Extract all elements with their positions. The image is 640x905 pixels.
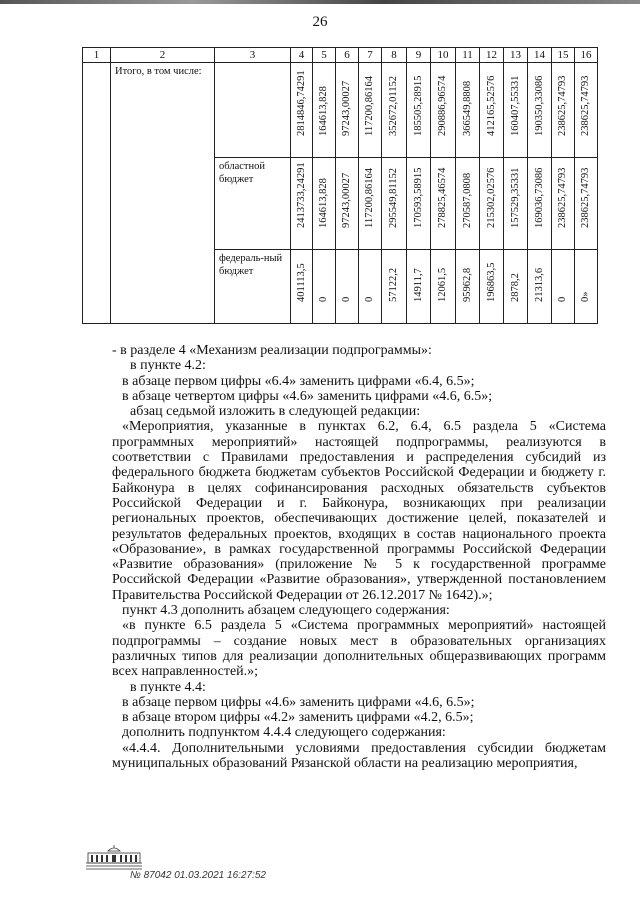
row-label: федераль-ный бюджет <box>215 250 291 324</box>
page-number: 26 <box>312 14 328 30</box>
cell-value: 12061,5 <box>437 267 448 302</box>
value-cell <box>407 158 431 250</box>
cell-value: 0 <box>318 296 329 302</box>
column-header: 9 <box>407 48 431 63</box>
body-line: в пункте 4.4: <box>130 679 206 695</box>
column-header: 4 <box>291 48 313 63</box>
value-cell <box>382 250 407 324</box>
body-paragraph: «Мероприятия, указанные в пунктах 6.2, 6.4, 6.5 раздела 5 «Система программных мероприятий» настоящей подпрограммы, реализуются в соответствии с Правилами предоставления и распределения субсидий из федерального бюджета бюджетам субъектов Российской Федерации и бюджету г. Байконура в целях софинансирования расходных обязательств субъектов Российской Федерации и г. Байконура, возникающих при реализации региональных проектов, обеспечивающих достижение целей, показателей и результатов федеральных проектов, входящих в состав национального проекта «Образование», в рамках государственной программы Российской Федерации «Развитие образования» (приложение № 5 к государственной программе Российской Федерации «Развитие образования», утвержденной постановлением Правительства Российской Федерации от 26.12.2017 № 1642).»; <box>112 419 606 603</box>
cell-value: 401113,5 <box>295 263 307 302</box>
value-cell <box>575 250 598 324</box>
cell-value: 190350,33086 <box>533 75 545 136</box>
value-cell <box>313 250 336 324</box>
value-cell <box>431 63 456 158</box>
value-cell <box>480 158 504 250</box>
cell-value: 97243,00027 <box>341 172 352 228</box>
top-edge <box>0 0 640 4</box>
value-cell <box>359 158 382 250</box>
value-cell <box>407 250 431 324</box>
value-cell <box>575 63 598 158</box>
body-paragraph: «в пункте 6.5 раздела 5 «Система программных мероприятий» настоящей подпрограммы – создание новых мест в образовательных организациях различных типов для реализации дополнительных общеразвивающих программ всех направленностей.»; <box>112 618 606 680</box>
value-cell <box>552 158 575 250</box>
document-stamp: № 87042 01.03.2021 16:27:52 <box>130 870 266 881</box>
cell-value: 157529,35331 <box>509 167 521 228</box>
value-cell <box>528 158 552 250</box>
cell-value: 164613,828 <box>318 86 329 136</box>
value-cell <box>528 250 552 324</box>
cell-value: 238625,74793 <box>580 75 591 136</box>
column-header: 16 <box>575 48 598 63</box>
value-cell <box>480 63 504 158</box>
cell-value: 290886,96574 <box>437 75 448 136</box>
body-paragraph: «4.4.4. Дополнительными условиями предоставления субсидии бюджетам муниципальных образований Рязанской области на реализацию мероприятия, <box>112 740 606 772</box>
cell-value: 2814846,74291 <box>295 70 307 136</box>
column-header: 5 <box>313 48 336 63</box>
cell-value: 117200,86164 <box>364 76 375 136</box>
value-cell <box>291 250 313 324</box>
body-line: в абзаце четвертом цифры «4.6» заменить цифрами «4.6, 6.5»; <box>122 388 493 404</box>
value-cell <box>552 63 575 158</box>
cell-value: 270587,0808 <box>461 172 473 228</box>
cell-value: 14911,7 <box>412 268 424 302</box>
cell-value: 95962,8 <box>461 267 473 302</box>
value-cell <box>382 63 407 158</box>
body-line: в абзаце первом цифры «4.6» заменить цифрами «4.6, 6.5»; <box>122 694 475 710</box>
column-header: 8 <box>382 48 407 63</box>
cell-value: 215302,02576 <box>485 167 497 228</box>
body-line: в пункте 4.2: <box>130 358 206 374</box>
value-cell <box>336 158 359 250</box>
value-cell <box>431 158 456 250</box>
column-header: 14 <box>528 48 552 63</box>
cell-value: 0» <box>580 291 591 302</box>
body-line: в абзаце первом цифры «6.4» заменить цифрами «6.4, 6.5»; <box>122 373 475 389</box>
column-header: 12 <box>480 48 504 63</box>
cell-value: 117200,86164 <box>364 168 375 228</box>
cell-value: 0 <box>364 296 375 302</box>
cell-value: 170593,58915 <box>412 167 424 228</box>
value-cell <box>291 158 313 250</box>
value-cell <box>313 158 336 250</box>
row-label <box>215 63 291 158</box>
value-cell <box>313 63 336 158</box>
cell-value: 2413733,24291 <box>295 162 307 228</box>
value-cell <box>552 250 575 324</box>
row-label: областной бюджет <box>215 158 291 250</box>
column-header: 10 <box>431 48 456 63</box>
value-cell <box>359 250 382 324</box>
cell-value: 169036,73086 <box>533 167 545 228</box>
cell-value: 238625,74793 <box>580 167 591 228</box>
value-cell <box>336 250 359 324</box>
cell-value: 57122,2 <box>388 267 399 302</box>
table-row <box>83 63 598 158</box>
value-cell <box>480 250 504 324</box>
column-header: 6 <box>336 48 359 63</box>
column-header: 2 <box>111 48 215 63</box>
cell-value: 0 <box>341 296 352 302</box>
document-body <box>0 343 640 771</box>
value-cell <box>291 63 313 158</box>
body-line: - в разделе 4 «Механизм реализации подпрограммы»: <box>112 343 432 358</box>
value-cell <box>504 63 528 158</box>
column-header: 13 <box>504 48 528 63</box>
value-cell <box>456 158 480 250</box>
value-cell <box>382 158 407 250</box>
column-header: 1 <box>83 48 111 63</box>
cell-value: 412165,52576 <box>485 75 497 136</box>
cell-value: 238625,74793 <box>557 75 568 136</box>
cell-value: 278825,46574 <box>437 167 448 228</box>
value-cell <box>359 63 382 158</box>
cell-value: 164613,828 <box>318 178 329 228</box>
cell-value: 352672,01152 <box>388 76 399 136</box>
value-cell <box>431 250 456 324</box>
value-cell <box>456 63 480 158</box>
column-header: 7 <box>359 48 382 63</box>
cell-value: 160407,55331 <box>509 75 521 136</box>
cell-value: 0 <box>557 296 568 302</box>
building-logo-icon <box>84 845 144 871</box>
body-line: в абзаце втором цифры «4.2» заменить цифрами «4.2, 6.5»; <box>122 710 474 726</box>
cell-value: 238625,74793 <box>557 167 568 228</box>
total-label: Итого, в том числе: <box>111 63 215 324</box>
table-cell <box>83 63 111 324</box>
table-header-row <box>83 48 598 63</box>
body-line: абзац седьмой изложить в следующей редакции: <box>130 404 421 420</box>
value-cell <box>575 158 598 250</box>
column-header: 11 <box>456 48 480 63</box>
cell-value: 97243,00027 <box>341 80 352 136</box>
value-cell <box>528 63 552 158</box>
column-header: 3 <box>215 48 291 63</box>
body-line: дополнить подпунктом 4.4.4 следующего содержания: <box>122 725 446 741</box>
column-header: 15 <box>552 48 575 63</box>
cell-value: 295549,81152 <box>388 168 399 228</box>
value-cell <box>504 158 528 250</box>
value-cell <box>504 250 528 324</box>
cell-value: 2878,2 <box>509 273 521 302</box>
cell-value: 21313,6 <box>533 267 545 302</box>
body-line: пункт 4.3 дополнить абзацем следующего содержания: <box>122 603 450 619</box>
value-cell <box>336 63 359 158</box>
value-cell <box>407 63 431 158</box>
value-cell <box>456 250 480 324</box>
budget-table <box>82 47 598 324</box>
cell-value: 185505,28915 <box>412 75 424 136</box>
cell-value: 196863,5 <box>485 262 497 302</box>
cell-value: 366549,8808 <box>461 80 473 136</box>
